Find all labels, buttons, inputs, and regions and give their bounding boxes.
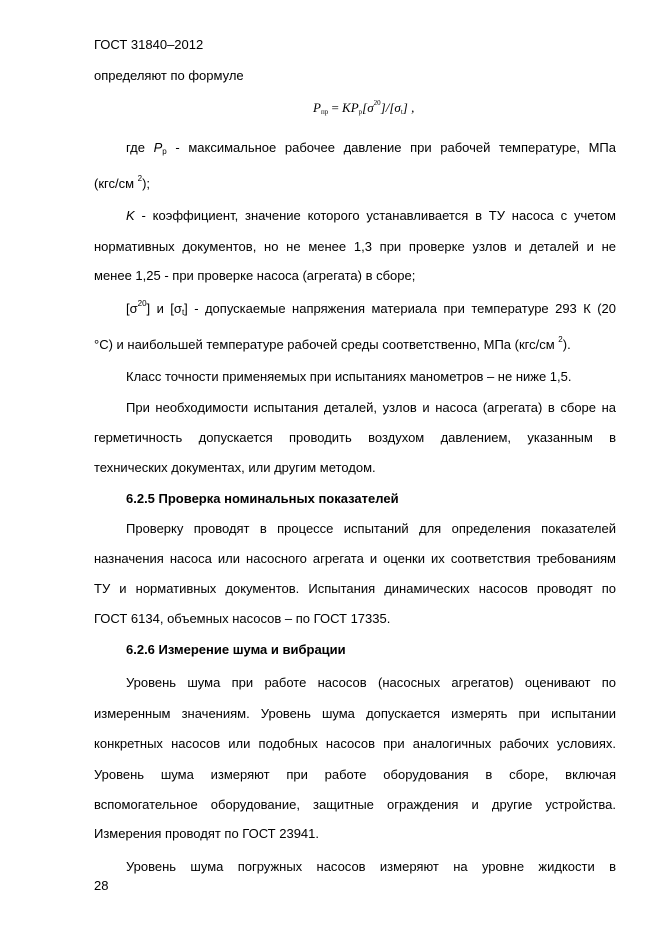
s625-line-2: назначения насоса или насосного агрегата и оценки их соответствия требованиям	[94, 551, 616, 566]
where-p-line: где $P_р$ - максимальное рабочее давление при рабочей температуре, МПа	[126, 140, 616, 156]
s626-line-2: измеренным значениям. Уровень шума допускается измерять при испытании	[94, 706, 616, 721]
section-6-2-5-heading: 6.2.5 Проверка номинальных показателей	[126, 491, 399, 506]
page-number: 28	[94, 878, 109, 893]
s625-line-4: ГОСТ 6134, объемных насосов – по ГОСТ 17335.	[94, 611, 391, 626]
intro-text: определяют по формуле	[94, 68, 244, 83]
s625-line-3: ТУ и нормативных документов. Испытания динамических насосов проводят по	[94, 581, 616, 596]
document-header: ГОСТ 31840–2012	[94, 37, 204, 52]
section-6-2-6-heading: 6.2.6 Измерение шума и вибрации	[126, 642, 346, 657]
s626-line-3: конкретных насосов или подобных насосов при аналогичных рабочих условиях.	[94, 736, 616, 751]
where-k-line-2: нормативных документов, но не менее 1,3 при проверке узлов и деталей и не	[94, 239, 616, 254]
where-k-line-1: K - коэффициент, значение которого устанавливается в ТУ насоса с учетом	[126, 208, 616, 223]
hermetic-line-3: технических документах, или другим методом.	[94, 460, 376, 475]
s626-line-5: вспомогательное оборудование, защитные ограждения и другие устройства.	[94, 797, 616, 812]
s626-line-1: Уровень шума при работе насосов (насосных агрегатов) оценивают по	[126, 675, 616, 690]
s625-line-1: Проверку проводят в процессе испытаний для определения показателей	[126, 521, 616, 536]
accuracy-text: Класс точности применяемых при испытаниях манометров – не ниже 1,5.	[126, 369, 572, 384]
where-sigma-line-1: $[\sigma^{20}]$ и $[\sigma_t]$ - допускаемые напряжения материала при температуре 293 К (20	[126, 299, 617, 317]
where-p-unit: (кгс/см $^2$);	[94, 174, 151, 191]
where-sigma-line-2: °С) и наибольшей температуре рабочей среды соответственно, МПа (кгс/см $^2$).	[94, 335, 571, 352]
where-k-line-3: менее 1,25 - при проверке насоса (агрегата) в сборе;	[94, 268, 416, 283]
s626-line-4: Уровень шума измеряют при работе оборудования в сборе, включая	[94, 767, 616, 782]
hermetic-line-1: При необходимости испытания деталей, узлов и насоса (агрегата) в сборе на	[126, 400, 616, 415]
s626-line-6: Измерения проводят по ГОСТ 23941.	[94, 826, 319, 841]
hermetic-line-2: герметичность допускается проводить воздухом давлением, указанным в	[94, 430, 616, 445]
s626-line-7: Уровень шума погружных насосов измеряют на уровне жидкости в	[126, 859, 616, 874]
pressure-formula: $P_{пр} = KP_р[\sigma^{20}]/[\sigma_t]$ ,	[313, 99, 415, 116]
